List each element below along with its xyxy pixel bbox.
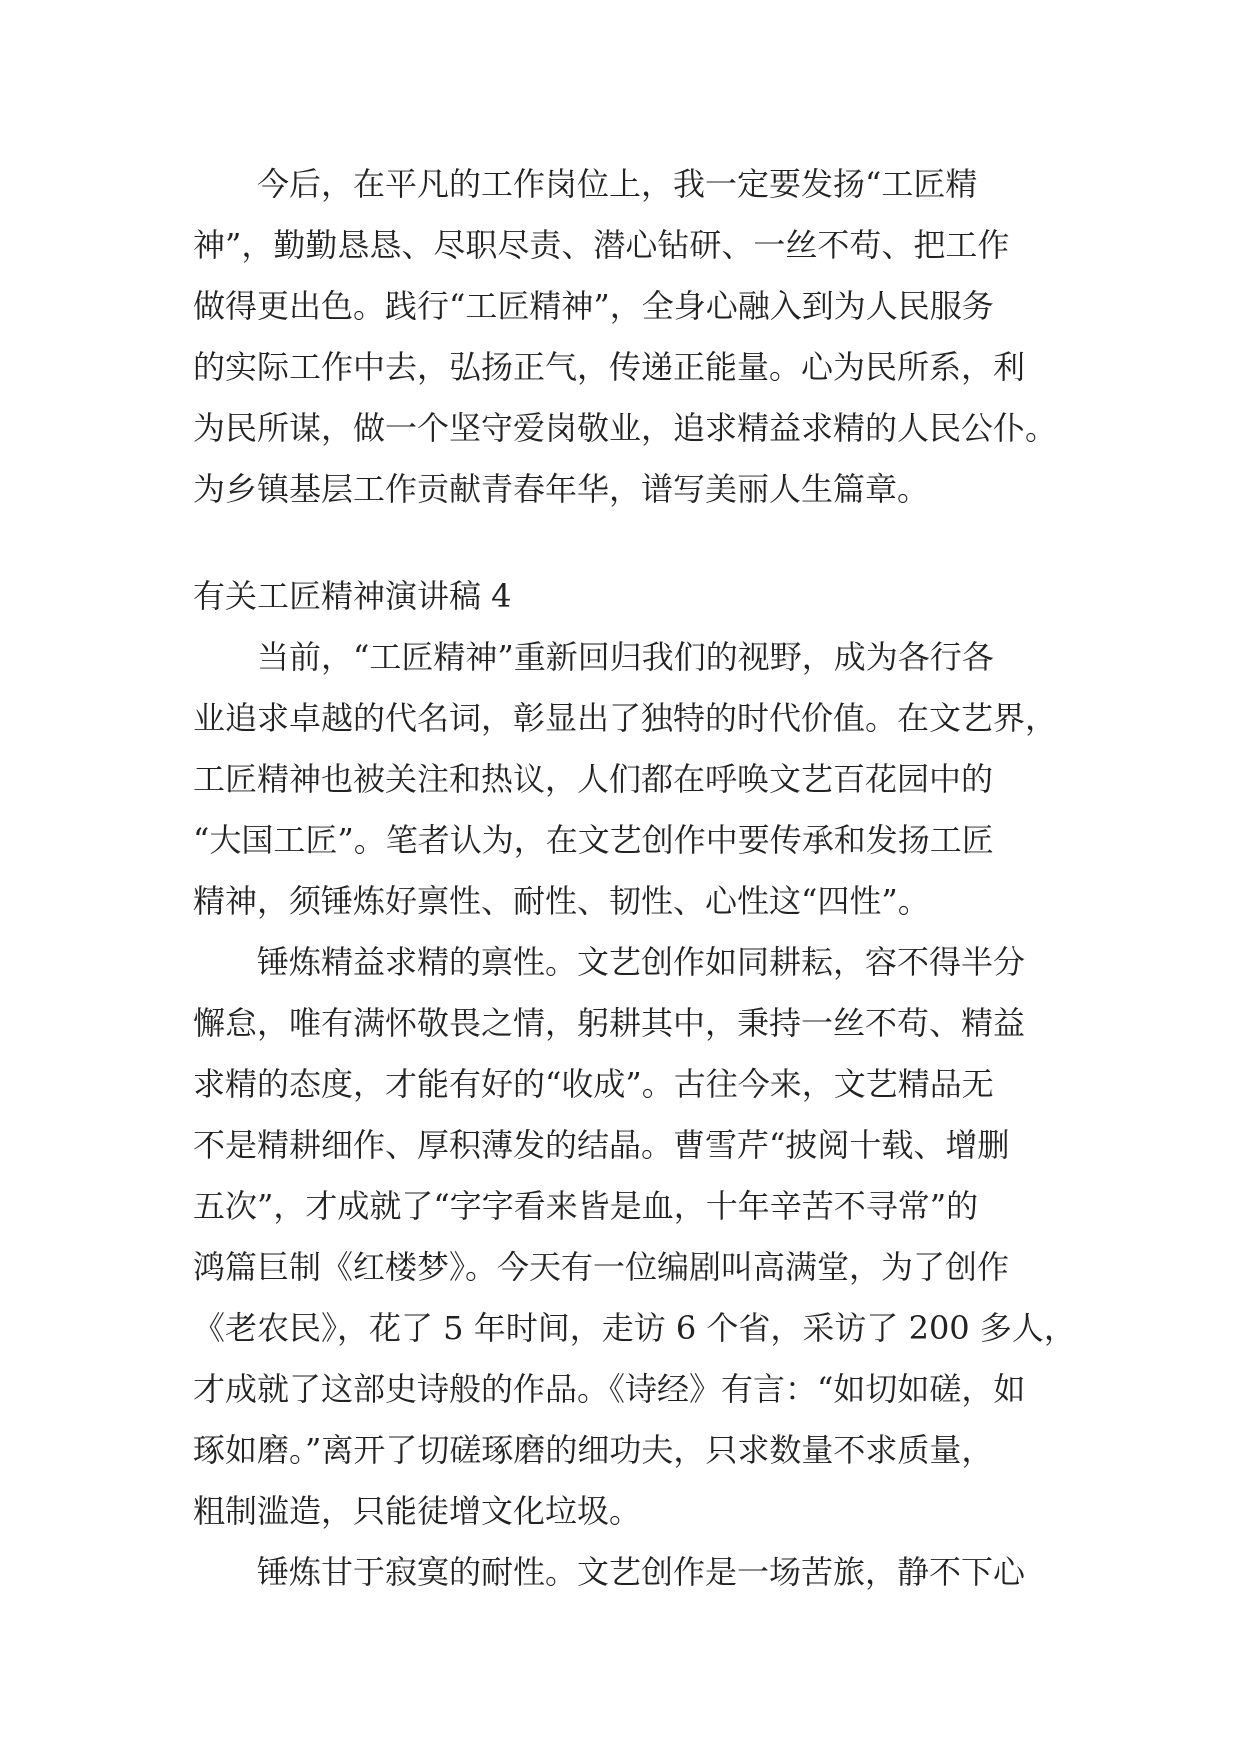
line-text: 今后，在平凡的工作岗位上，我一定要发扬“工匠精 <box>257 165 978 203</box>
paragraph-line <box>0 215 1241 275</box>
line-text: 当前，“工匠精神”重新回归我们的视野，成为各行各 <box>257 638 994 676</box>
paragraph-line <box>0 276 1241 336</box>
paragraph-line <box>0 1420 1241 1480</box>
line-text: 懈怠，唯有满怀敬畏之情，躬耕其中，秉持一丝不苟、精益 <box>193 1004 1026 1042</box>
paragraph-line <box>0 627 1241 687</box>
line-text: 锤炼精益求精的禀性。文艺创作如同耕耘，容不得半分 <box>257 943 1026 981</box>
paragraph-line <box>0 993 1241 1053</box>
line-text: 琢如磨。”离开了切磋琢磨的细功夫，只求数量不求质量， <box>193 1431 994 1469</box>
line-text: 粗制滥造，只能徒增文化垃圾。 <box>193 1492 642 1530</box>
paragraph-line <box>0 1176 1241 1236</box>
line-text: 的实际工作中去，弘扬正气，传递正能量。心为民所系，利 <box>193 348 1026 386</box>
line-text: 锤炼甘于寂寞的耐性。文艺创作是一场苦旅，静不下心 <box>257 1553 1026 1591</box>
line-text: 不是精耕细作、厚积薄发的结晶。曹雪芹“披阅十载、增删 <box>193 1126 1010 1164</box>
paragraph-line <box>0 1359 1241 1419</box>
paragraph-line <box>0 337 1241 397</box>
line-text: 做得更出色。践行“工匠精神”，全身心融入到为人民服务 <box>193 287 994 325</box>
line-text: 鸿篇巨制《红楼梦》。今天有一位编剧叫高满堂，为了创作 <box>193 1248 1010 1286</box>
line-text: 为民所谋，做一个坚守爱岗敬业，追求精益求精的人民公仆。 <box>193 409 1058 447</box>
paragraph-line <box>0 810 1241 870</box>
line-text: 《老农民》，花了 5 年时间，走访 6 个省，采访了 200 多人， <box>193 1309 1076 1347</box>
paragraph-line <box>0 1237 1241 1297</box>
line-text: 才成就了这部史诗般的作品。《诗经》有言：“如切如磋，如 <box>193 1370 1026 1408</box>
heading-text: 有关工匠精神演讲稿 4 <box>193 577 512 615</box>
paragraph-line <box>0 1542 1241 1602</box>
section-heading <box>0 566 1241 626</box>
paragraph-line <box>0 459 1241 519</box>
line-text: 求精的态度，才能有好的“收成”。古往今来，文艺精品无 <box>193 1065 994 1103</box>
paragraph-line <box>0 1115 1241 1175</box>
line-text: 工匠精神也被关注和热议，人们都在呼唤文艺百花园中的 <box>193 760 994 798</box>
line-text: 五次”，才成就了“字字看来皆是血，十年辛苦不寻常”的 <box>193 1187 979 1225</box>
paragraph-line <box>0 932 1241 992</box>
paragraph-line <box>0 871 1241 931</box>
paragraph-line <box>0 688 1241 748</box>
paragraph-line <box>0 1298 1241 1358</box>
paragraph-line <box>0 1054 1241 1114</box>
paragraph-line <box>0 154 1241 214</box>
paragraph-line <box>0 1481 1241 1541</box>
line-text: 神”，勤勤恳恳、尽职尽责、潜心钻研、一丝不苟、把工作 <box>193 226 1010 264</box>
paragraph-line <box>0 398 1241 458</box>
line-text: 精神，须锤炼好禀性、耐性、韧性、心性这“四性”。 <box>193 882 930 920</box>
line-text: 为乡镇基层工作贡献青春年华，谱写美丽人生篇章。 <box>193 470 930 508</box>
line-text: 业追求卓越的代名词，彰显出了独特的时代价值。在文艺界， <box>193 699 1058 737</box>
paragraph-line <box>0 749 1241 809</box>
line-text: “大国工匠”。笔者认为，在文艺创作中要传承和发扬工匠 <box>193 821 994 859</box>
